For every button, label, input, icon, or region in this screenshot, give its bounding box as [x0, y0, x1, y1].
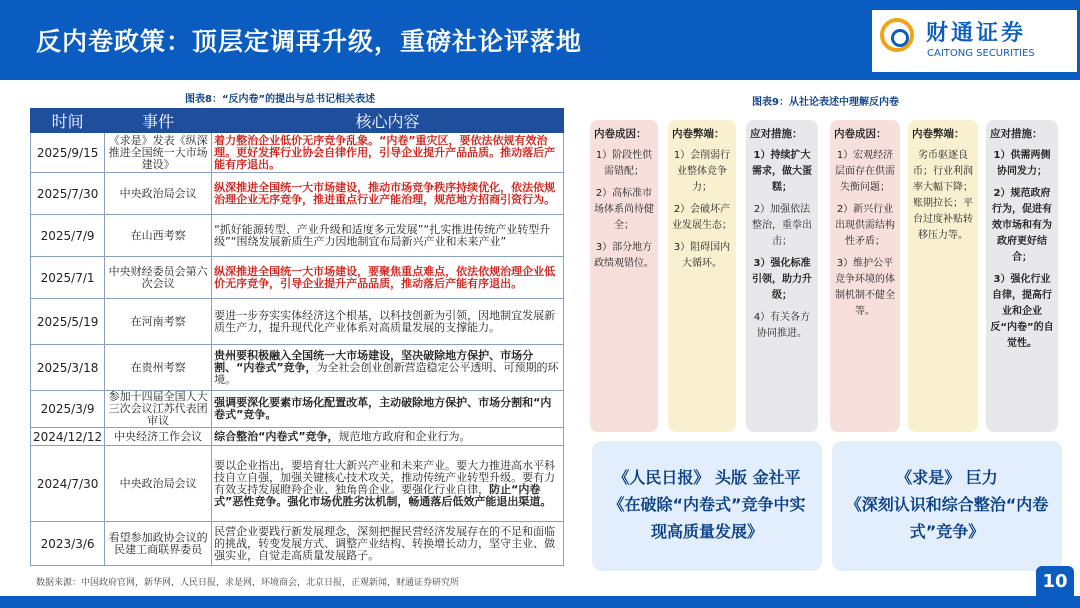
row-content: 纵深推进全国统一大市场建设，要聚焦重点难点，依法依规治理企业低价无序竞争，引导企业提升产品品质，推动落后产能有序退出。 — [212, 257, 564, 299]
page-title: 反内卷政策：顶层定调再升级，重磅社论评落地 — [36, 27, 583, 56]
measure-column-left — [746, 120, 818, 432]
column-item: 3）部分地方政绩观错位。 — [594, 242, 654, 269]
column-item: 2）高标准市场体系尚待健全； — [594, 188, 654, 231]
column-item: 2）规范政府行为，促进有效市场和有为政府更好结合； — [992, 188, 1052, 263]
row-date: 2025/7/1 — [31, 257, 105, 299]
quote-box-qiushi — [832, 441, 1062, 571]
table-row — [31, 215, 564, 257]
row-content-rest: 为全社会创业创新营造稳定公平透明、可预期的环境。 — [214, 360, 559, 386]
row-date: 2025/7/9 — [31, 215, 105, 257]
row-content: 强调要深化要素市场化配置改革，主动破除地方保护、市场分割和“内卷式”竞争。 — [212, 391, 564, 428]
column-item: 1）供需两侧协同发力； — [993, 150, 1051, 177]
row-content-bold: 防止“内卷式”恶性竞争。强化市场优胜劣汰机制，畅通落后低效产能退出渠道。 — [214, 482, 552, 508]
row-event: 《求是》发表《纵深推进全国统一大市场建设》 — [105, 133, 212, 173]
logo — [872, 10, 1077, 72]
row-content-rest: 规范地方政府和企业行为。 — [338, 429, 471, 443]
column-item: 3）强化标准引领，助力升级； — [752, 258, 812, 301]
column-item: 2）加强依法整治，重拳出击； — [752, 204, 812, 247]
table-row — [31, 257, 564, 299]
table-row — [31, 391, 564, 428]
row-content — [212, 428, 564, 446]
column-header: 内卷成因： — [594, 128, 647, 140]
figure8-title: 图表8：“反内卷”的提出与总书记相关表述 — [185, 94, 376, 105]
column-item: 3）强化行业自律，提高行业和企业反“内卷”的自觉性。 — [990, 274, 1054, 349]
row-event: 在贵州考察 — [105, 345, 212, 391]
row-content: 民营企业要践行新发展理念，深刻把握民营经济发展存在的不足和面临的挑战，转变发展方式、调整产业结构、转换增长动力，坚守主业、做强实业，自觉走高质量发展路子。 — [212, 522, 564, 566]
footer-bar — [0, 596, 1080, 608]
row-content: 纵深推进全国统一大市场建设，推动市场竞争秩序持续优化，依法依规治理企业无序竞争，推进重点行业产能治理，规范地方招商引资行为。 — [212, 173, 564, 215]
logo-icon — [880, 18, 914, 52]
cause-column-left — [590, 120, 658, 432]
quote-line: 《求是》 巨力 — [896, 468, 998, 487]
table-row — [31, 133, 564, 173]
column-item: 劣币驱逐良币；行业利润率大幅下降；账期拉长；平台过度补贴转移压力等。 — [913, 150, 973, 241]
row-event: 中央经济工作会议 — [105, 428, 212, 446]
policy-table — [30, 108, 564, 566]
row-date: 2025/7/30 — [31, 173, 105, 215]
table-row — [31, 428, 564, 446]
drawback-column-right — [908, 120, 978, 432]
column-header: 应对措施： — [750, 128, 803, 140]
column-item: 1）持续扩大需求，做大蛋糕； — [752, 150, 812, 193]
column-item: 1）阶段性供需错配； — [595, 150, 653, 177]
drawback-column-left — [668, 120, 736, 432]
cause-column-right — [830, 120, 900, 432]
column-header-event: 事件 — [105, 109, 212, 133]
table-row — [31, 299, 564, 345]
row-event: 在河南考察 — [105, 299, 212, 345]
row-content — [212, 446, 564, 522]
page-number: 10 — [1036, 566, 1074, 598]
table-row — [31, 446, 564, 522]
row-date: 2025/3/18 — [31, 345, 105, 391]
column-header: 内卷弊端： — [912, 128, 965, 140]
row-event: 中央政治局会议 — [105, 173, 212, 215]
row-date: 2025/3/9 — [31, 391, 105, 428]
column-header-date: 时间 — [31, 109, 105, 133]
row-event: 参加十四届全国人大三次会议江苏代表团审议 — [105, 391, 212, 428]
row-date: 2025/5/19 — [31, 299, 105, 345]
column-header: 应对措施： — [990, 128, 1043, 140]
table-row — [31, 522, 564, 566]
row-date: 2025/9/15 — [31, 133, 105, 173]
row-event: 中央政治局会议 — [105, 446, 212, 522]
row-content-bold: 综合整治“内卷式”竞争， — [214, 429, 339, 443]
quote-line: 式”竞争》 — [909, 522, 985, 541]
table-row — [31, 173, 564, 215]
column-header: 内卷弊端： — [672, 128, 725, 140]
column-item: 4）有关各方协同推进。 — [753, 312, 811, 339]
row-event: 在山西考察 — [105, 215, 212, 257]
row-content — [212, 345, 564, 391]
table-row — [31, 345, 564, 391]
row-content-pre: 要以企业指出，要培育壮大新兴产业和未来产业。要大力推进高水平科技自立自强，加强关键核心技术攻关，推动传统产业转型升级。要有力有效支持发展瞪羚企业、独角兽企业。要强化行业自律， — [214, 458, 556, 496]
row-event: 中央财经委员会第六次会议 — [105, 257, 212, 299]
row-content: “抓好能源转型、产业升级和适度多元发展”“扎实推进传统产业转型升级”“围绕发展新质生产力因地制宜布局新兴产业和未来产业” — [212, 215, 564, 257]
column-item: 2）新兴行业出现供需结构性矛盾； — [835, 204, 895, 247]
data-source-note: 数据来源：中国政府官网，新华网，人民日报，求是网，环境商会，北京日报，正观新闻，财通证券研究所 — [36, 578, 460, 588]
column-header-content: 核心内容 — [212, 109, 564, 133]
column-item: 3）维护公平竞争环境的体制机制不健全等。 — [835, 258, 895, 317]
row-date: 2023/3/6 — [31, 522, 105, 566]
quote-line: 《在破除“内卷式”竞争中实 — [608, 495, 806, 514]
row-date: 2024/7/30 — [31, 446, 105, 522]
figure9-title: 图表9：从社论表述中理解反内卷 — [752, 97, 899, 108]
row-date: 2024/12/12 — [31, 428, 105, 446]
row-event: 看望参加政协会议的民建工商联界委员 — [105, 522, 212, 566]
column-item: 1）宏观经济层面存在供需失衡问题； — [835, 150, 895, 193]
quote-line: 《深刻认识和综合整治“内卷 — [845, 495, 1049, 514]
row-content: 着力整治企业低价无序竞争乱象。“内卷”重灾区，要依法依规有效治理。更好发挥行业协会自律作用，引导企业提升产品品质。推动落后产能有序退出。 — [212, 133, 564, 173]
measure-column-right — [986, 120, 1058, 432]
row-content-bold: 贵州要积极融入全国统一大市场建设，坚决破除地方保护、市场分割、“内卷式”竞争， — [214, 348, 534, 374]
row-content: 要进一步夯实实体经济这个根基，以科技创新为引领，因地制宜发展新质生产力，提升现代化产业体系对高质量发展的支撑能力。 — [212, 299, 564, 345]
quote-line: 现高质量发展》 — [650, 522, 763, 541]
quote-line: 《人民日报》 头版 金社平 — [613, 468, 801, 487]
logo-english: CAITONG SECURITIES — [927, 48, 1035, 59]
column-item: 2）会破坏产业发展生态； — [672, 204, 732, 231]
logo-name: 财通证券 — [926, 21, 1027, 46]
column-item: 3）阻碍国内大循环。 — [673, 242, 731, 269]
column-item: 1）会削弱行业整体竞争力； — [673, 150, 731, 193]
column-header: 内卷成因： — [834, 128, 887, 140]
quote-box-people-daily — [592, 441, 822, 571]
